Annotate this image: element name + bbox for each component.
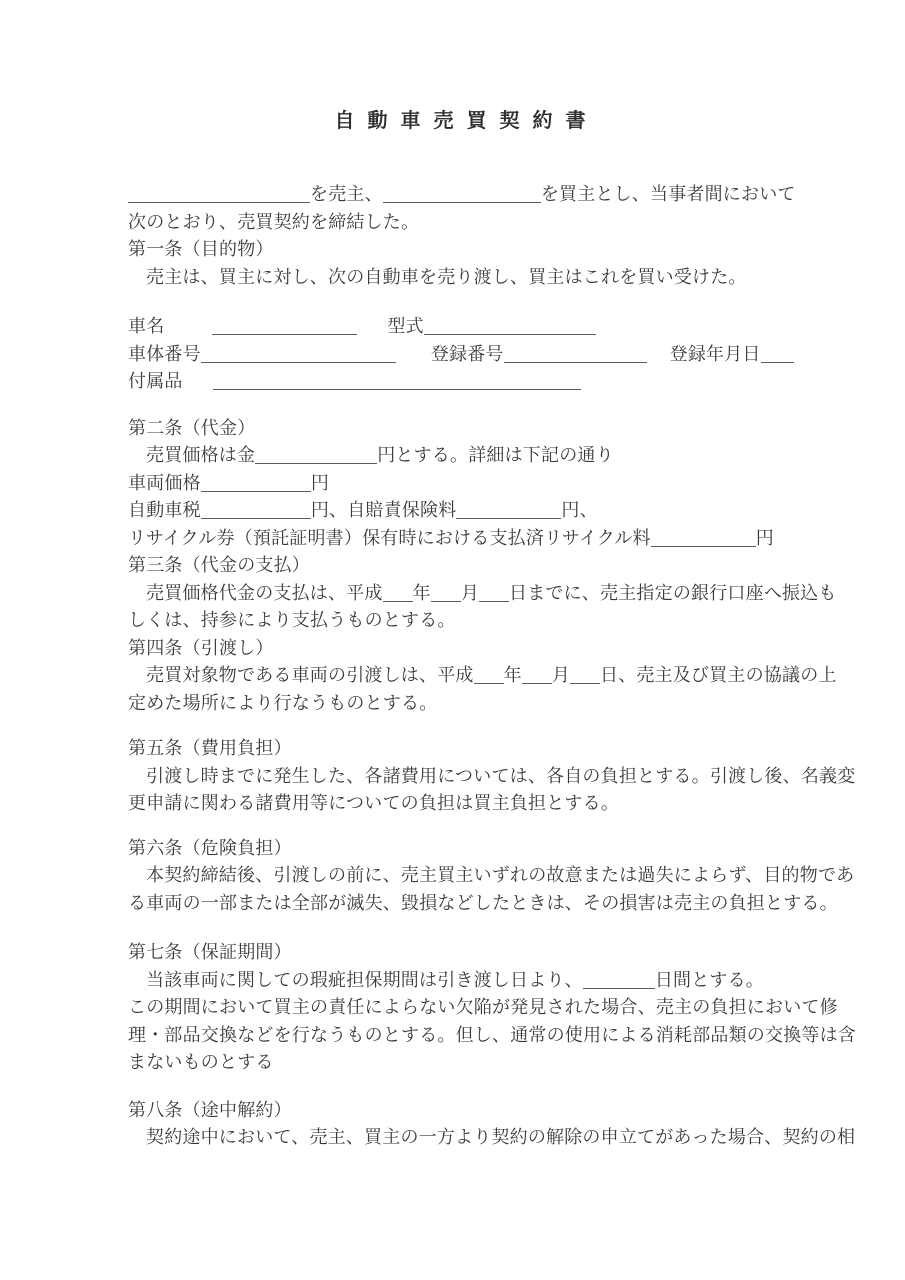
text-run: 年 [503,665,522,685]
blank-field [212,319,357,335]
text-run: 売買価格は金 [146,445,256,465]
blank-field [383,586,413,602]
article-1-heading [128,236,805,264]
text-run: 月 [551,665,571,685]
text-run: 売買対象物である車両の引渡しは、平成 [146,665,474,685]
blank-field [431,586,461,602]
text-run: 更申請に関わる諸費用等についての負担は買主負担とする。 [128,793,620,813]
spacer [164,331,212,332]
spacer [128,460,146,461]
article-7-line-2 [128,994,838,1022]
text-run: 第五条（費用負担） [128,738,292,758]
article-3-line-1 [128,580,837,608]
spacer [183,386,213,387]
text-run: 車両価格 [128,472,201,493]
article-4-heading [128,635,805,663]
text-run: 登録年月日 [669,343,761,364]
text-run: 円、自賠責保険料 [310,500,457,520]
vehicle-name-row [128,313,805,341]
article-7-line-3 [128,1022,856,1050]
blank-field [583,973,655,989]
article-6-heading [128,835,805,863]
text-run: 第一条（目的物） [128,239,274,259]
article-4-line-1 [128,662,837,690]
text-run: 車体番号 [128,343,201,364]
text-run: 当該車両に関しての瑕疵担保期間は引き渡し日より、 [146,969,583,990]
text-run: リサイクル券（預託証明書）保有時における支払済リサイクル料 [128,527,651,548]
article-2-line-1 [128,442,805,470]
blank-field [522,668,552,684]
text-run: る車両の一部または全部が滅失、毀損などしたときは、その損害は売主の負担とする。 [128,892,838,913]
empty-line [128,291,805,313]
document-title: 自動車売買契約書 [334,110,599,132]
blank-field [201,476,311,492]
blank-field [424,319,596,335]
intro-line-1 [128,181,805,209]
text-run: 引渡し時までに発生した、各諸費用については、各自の負担とする。引渡し後、名義変 [146,765,856,786]
text-run: 理・部品交換などを行なうものとする。但し、通常の使用による消耗部品類の交換等は含 [128,1024,856,1045]
text-run: まないものとする [128,1052,274,1072]
text-run: 第六条（危険負担） [128,837,292,858]
empty-line [128,396,805,415]
article-4-line-2 [128,690,805,718]
article-7-line-4 [128,1049,805,1077]
article-5-line-1 [128,763,856,791]
spacer [128,985,146,986]
blank-field [201,503,311,519]
spacer [128,1142,146,1143]
text-run: 第七条（保証期間） [128,942,292,962]
empty-line [128,1077,805,1097]
article-3-heading [128,552,805,580]
text-run: 型式 [387,316,424,336]
text-run: 月 [460,582,480,603]
spacer [128,282,146,283]
accessories-row [128,368,805,396]
text-run: 年 [412,582,431,603]
spacer [128,680,146,681]
empty-line [128,717,805,735]
text-run: 第三条（代金の支払） [128,555,310,575]
article-2-heading [128,415,805,443]
document-body [128,181,856,1152]
spacer [647,359,670,360]
blank-field [504,347,647,363]
article-2-line-3 [128,497,805,525]
article-5-line-2 [128,790,805,818]
text-run: しくは、持参により支払うものとする。 [128,610,456,630]
text-run: 円 [310,472,330,493]
text-run: 円、 [561,500,598,520]
text-run: 登録番号 [430,343,504,364]
blank-field [456,503,561,519]
spacer [128,880,146,881]
text-run: 第八条（途中解約） [128,1099,292,1120]
vehicle-number-row [128,341,805,369]
article-1-body [128,264,805,292]
article-6-line-1 [128,862,855,890]
article-8-line-1 [128,1124,856,1152]
text-run: 第二条（代金） [128,417,256,438]
blank-field [761,347,794,363]
blank-field [651,531,756,547]
intro-line-2 [128,209,805,237]
text-run: 売主は、買主に対し、次の自動車を売り渡し、買主はこれを買い受けた。 [146,266,747,287]
article-8-heading [128,1097,805,1125]
text-run: 車名 [128,316,165,336]
article-5-heading [128,735,805,763]
text-run: を売主、 [310,184,383,204]
text-run: 日、売主及び買主の協議の上 [600,665,837,685]
blank-field [201,347,396,363]
empty-line [128,818,805,835]
empty-line [128,917,805,939]
article-2-line-2 [128,470,805,498]
article-7-heading [128,939,805,967]
text-run: を買主とし、当事者間において [540,184,796,204]
text-run: 定めた場所により行なうものとする。 [128,692,438,713]
spacer [396,359,431,360]
blank-field [128,187,310,203]
text-run: この期間において買主の責任によらない欠陥が発見された場合、売主の負担において修 [128,997,838,1017]
text-run: 日間とする。 [654,969,765,990]
article-3-line-2 [128,607,805,635]
blank-field [255,448,377,464]
text-run: 次のとおり、売買契約を締結した。 [128,211,420,232]
text-run: 自動車税 [128,500,201,520]
blank-field [213,374,581,390]
spacer [357,331,387,332]
text-run: 円 [755,527,774,548]
article-7-line-1 [128,967,805,995]
blank-field [570,668,600,684]
text-run: 第四条（引渡し） [128,637,274,658]
spacer [128,598,146,599]
blank-field [383,187,541,203]
text-run: 本契約締結後、引渡しの前に、売主買主いずれの故意または過失によらず、目的物であ [146,865,855,885]
text-run: 円とする。詳細は下記の通り [377,445,614,465]
text-run: 売買価格代金の支払は、平成 [146,582,383,603]
text-run: 日までに、売主指定の銀行口座へ振込も [509,582,837,603]
text-run: 付属品 [128,371,183,391]
text-run: 契約途中において、売主、買主の一方より契約の解除の申立てがあった場合、契約の相 [146,1127,856,1147]
blank-field [474,668,504,684]
spacer [128,781,146,782]
article-2-line-4 [128,525,805,553]
blank-field [479,586,509,602]
article-6-line-2 [128,890,838,918]
